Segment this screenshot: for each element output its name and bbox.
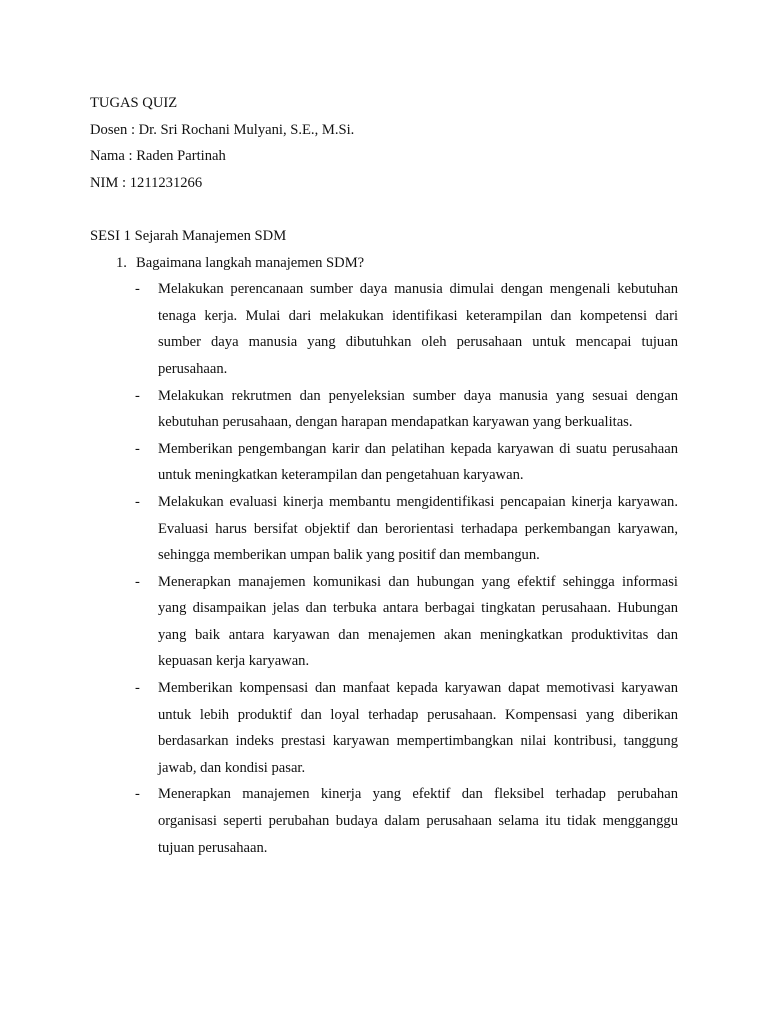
answer-item xyxy=(135,436,678,489)
bullet-marker: - xyxy=(135,680,140,697)
document-title: TUGAS QUIZ xyxy=(90,95,178,111)
session-title: SESI 1 Sejarah Manajemen SDM xyxy=(90,227,287,244)
spacer xyxy=(90,196,678,223)
bullet-marker: - xyxy=(135,387,140,404)
answer-item xyxy=(135,383,678,436)
answer-item xyxy=(135,675,678,781)
answer-text: Menerapkan manajemen komunikasi dan hubungan yang efektif sehingga informasi yang disampaikan jelas dan terbuka antara berbagai tingkatan perusahaan. Hubungan yang baik antara karyawan dan menajemen akan meningkatkan produktivitas dan kepuasan kerja karyawan. xyxy=(158,573,678,670)
answer-text: Menerapkan manajemen kinerja yang efektif dan fleksibel terhadap perubahan organisasi seperti perubahan budaya dalam perusahaan selama itu tidak mengganggu tujuan perusahaan. xyxy=(158,786,678,856)
answer-text: Melakukan rekrutmen dan penyeleksian sumber daya manusia yang sesuai dengan kebutuhan perusahaan, dengan harapan mendapatkan karyawan yang berkualitas. xyxy=(158,387,678,431)
student-name-line: Nama : Raden Partinah xyxy=(90,148,226,165)
answer-text: Memberikan kompensasi dan manfaat kepada karyawan dapat memotivasi karyawan untuk lebih produktif dan loyal terhadap perusahaan. Kompensasi yang diberikan berdasarkan indeks prestasi karyawan mempertimbangkan nilai kontribusi, tanggung jawab, dan kondisi pasar. xyxy=(158,680,678,776)
bullet-marker: - xyxy=(135,786,140,803)
question-item xyxy=(116,250,678,277)
document-body xyxy=(90,90,678,861)
bullet-marker: - xyxy=(135,573,140,590)
answer-item xyxy=(135,276,678,382)
lecturer-line: Dosen : Dr. Sri Rochani Mulyani, S.E., M.Si. xyxy=(90,121,355,138)
question-number: 1. xyxy=(116,254,127,271)
answer-item xyxy=(135,569,678,675)
answer-text: Melakukan evaluasi kinerja membantu mengidentifikasi pencapaian kinerja karyawan. Evaluasi harus bersifat objektif dan berorientasi terhadapa perkembangan karyawan, sehingga memberikan umpan balik yang positif dan membangun. xyxy=(158,493,678,564)
answer-item xyxy=(135,781,678,861)
bullet-marker: - xyxy=(135,493,140,510)
answer-list xyxy=(90,276,678,861)
bullet-marker: - xyxy=(135,281,140,298)
answer-text: Melakukan perencanaan sumber daya manusia dimulai dengan mengenali kebutuhan tenaga kerja. Mulai dari melakukan identifikasi keterampilan dan kompetensi dari sumber daya manusia yang dibutuhkan oleh perusahaan untuk mencapai tujuan perusahaan. xyxy=(158,281,678,377)
bullet-marker: - xyxy=(135,440,140,457)
student-id-line: NIM : 1211231266 xyxy=(90,174,203,191)
answer-text: Memberikan pengembangan karir dan pelatihan kepada karyawan di suatu perusahaan untuk meningkatkan keterampilan dan pengetahuan karyawan. xyxy=(158,440,678,484)
answer-item xyxy=(135,489,678,569)
question-text: Bagaimana langkah manajemen SDM? xyxy=(136,254,365,271)
